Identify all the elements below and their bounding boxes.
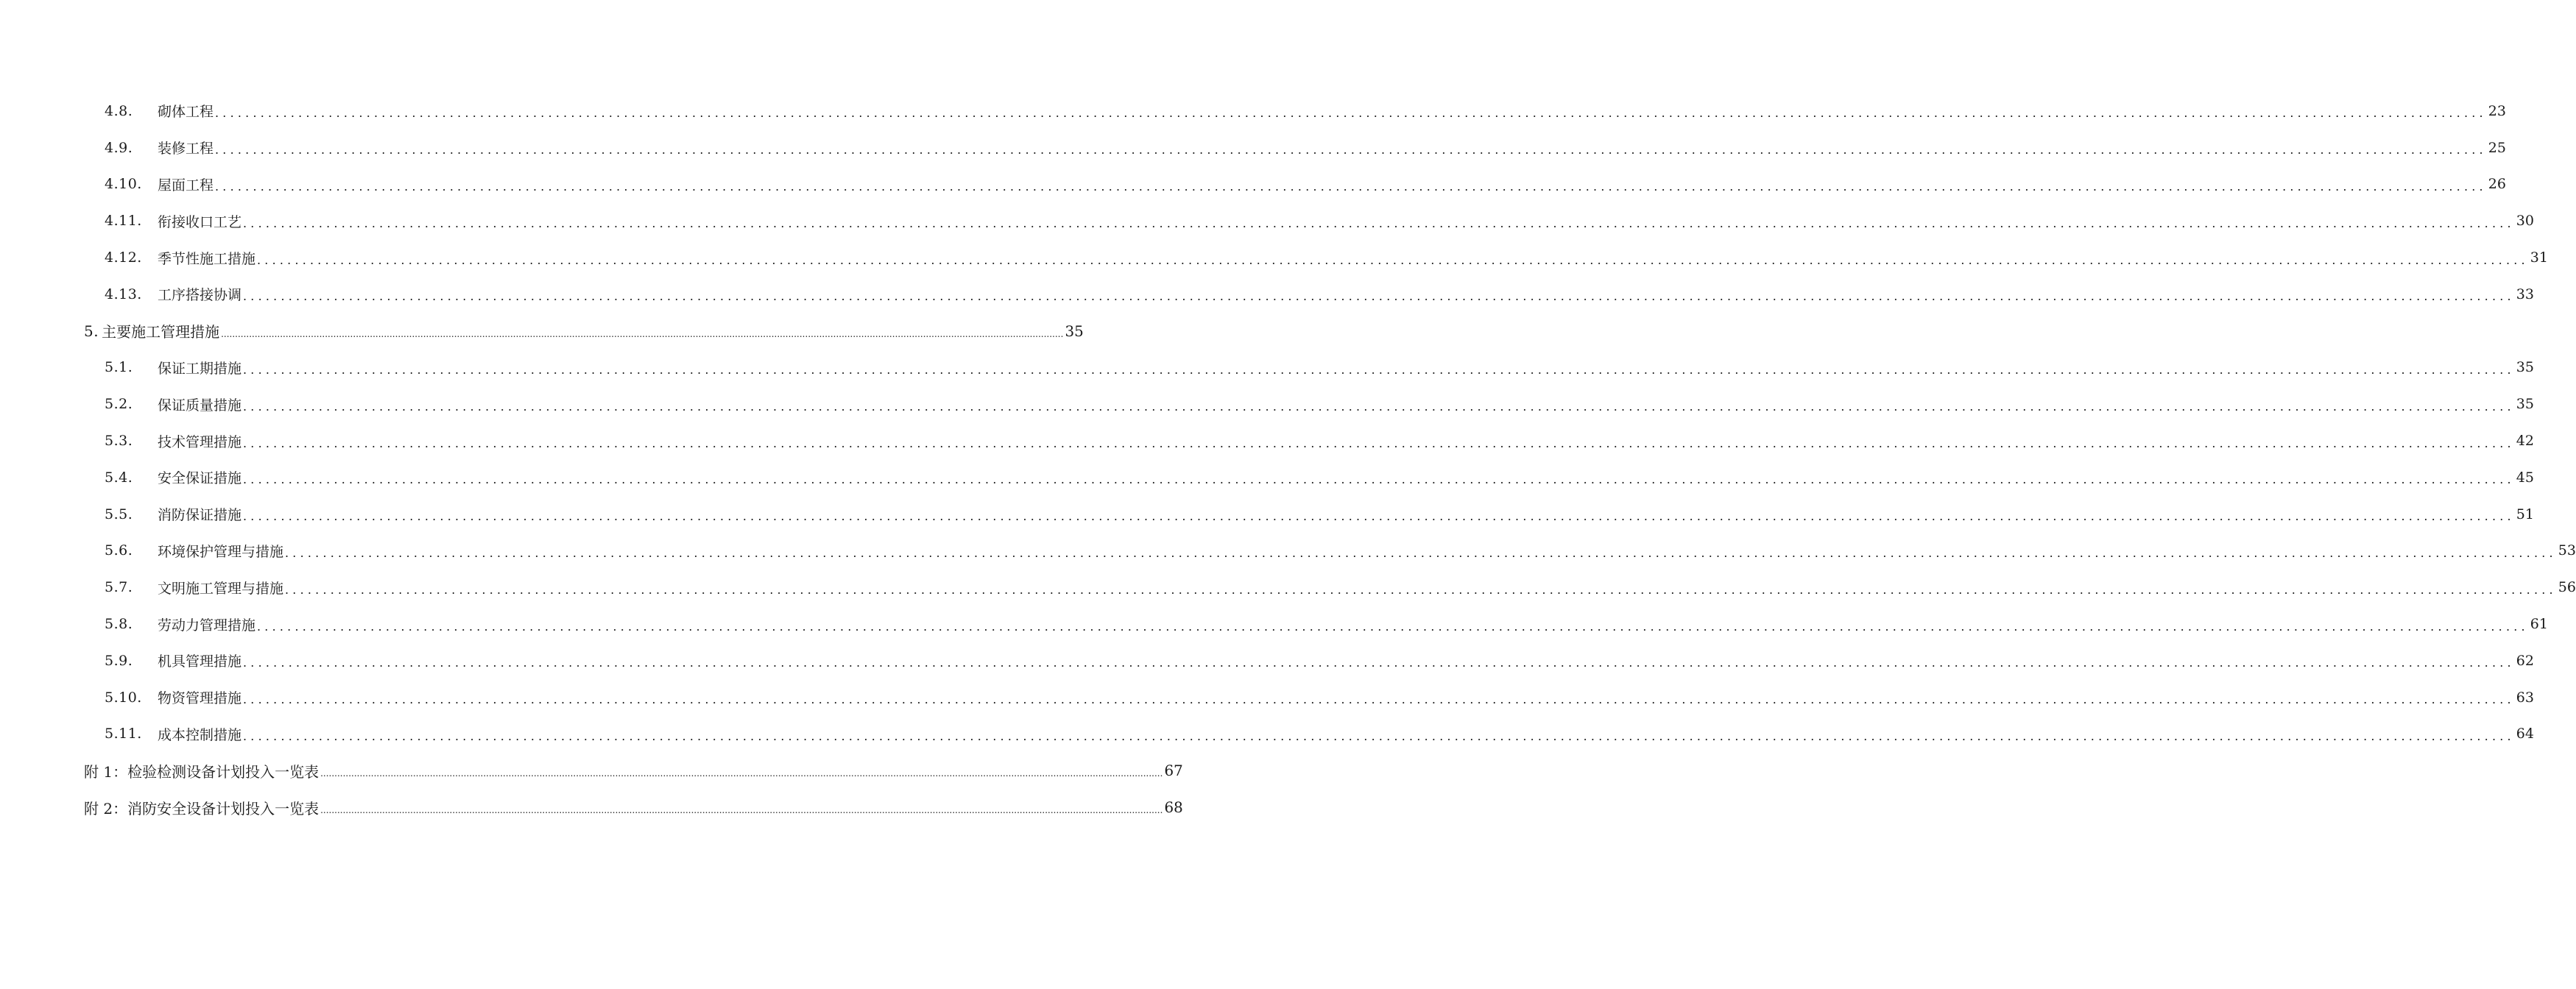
toc-dot-leader: ............................................................................................................................................................................................................................................................................................................ [243, 216, 2515, 230]
toc-entry-number: 5.1. [105, 359, 133, 376]
toc-entry-title: 衔接收口工艺 [158, 213, 242, 230]
toc-entry-title: 主要施工管理措施 [102, 323, 220, 341]
toc-entry-title: 机具管理措施 [158, 653, 242, 670]
toc-entry-title: 附 1：检验检测设备计划投入一览表 [84, 762, 320, 781]
toc-entry-page: 45 [2516, 469, 2534, 486]
toc-entry-number: 4.11. [105, 213, 142, 230]
toc-entry[interactable] [0, 350, 2534, 386]
toc-entry[interactable] [0, 606, 2548, 642]
toc-entry[interactable] [0, 276, 2534, 313]
toc-entry-page: 26 [2488, 176, 2506, 193]
toc-dot-leader: ............................................................................................................................................................................................................................................................................................................ [243, 692, 2515, 707]
toc-entry-number: 5.11. [105, 726, 142, 742]
toc-dot-leader: ............................................................................................................................................................................................................................................................................................................ [320, 805, 1163, 816]
toc-entry-number: 5.7. [105, 579, 133, 596]
toc-entry-title: 装修工程 [158, 141, 214, 157]
toc-dot-leader: ............................................................................................................................................................................................................................................................................................................ [243, 362, 2515, 377]
toc-entry-title: 消防保证措施 [158, 507, 242, 524]
toc-entry-number: 5.4. [105, 469, 133, 486]
toc-entry-title: 安全保证措施 [158, 470, 242, 487]
toc-entry[interactable] [0, 679, 2534, 716]
toc-entry-page: 31 [2530, 249, 2548, 266]
toc-entry-page: 33 [2516, 286, 2534, 302]
toc-entry-page: 42 [2516, 433, 2534, 450]
toc-entry-title: 季节性施工措施 [158, 250, 256, 267]
toc-dot-leader: ............................................................................................................................................................................................................................................................................................................ [215, 179, 2487, 194]
toc-entry-number: 5.10. [105, 689, 142, 706]
toc-entry-page: 25 [2488, 139, 2506, 156]
toc-dot-leader: ............................................................................................................................................................................................................................................................................................................ [320, 768, 1163, 779]
toc-entry-title: 成本控制措施 [158, 726, 242, 743]
toc-entry-appendix[interactable] [0, 752, 1183, 789]
toc-entry-page: 35 [2516, 359, 2534, 376]
toc-entry-page: 63 [2516, 689, 2534, 706]
toc-dot-leader: ............................................................................................................................................................................................................................................................................................................ [243, 729, 2515, 743]
toc-entry-number: 5.3. [105, 433, 133, 450]
toc-entry[interactable] [0, 716, 2534, 753]
toc-entry[interactable] [0, 130, 2506, 166]
toc-entry-number: 5. [84, 322, 99, 340]
toc-entry-chapter[interactable] [0, 313, 1084, 350]
toc-entry[interactable] [0, 166, 2506, 203]
toc-entry[interactable] [0, 422, 2534, 459]
toc-entry-number: 4.9. [105, 139, 133, 156]
toc-entry-page: 61 [2530, 616, 2548, 633]
toc-entry-number: 4.8. [105, 102, 133, 119]
toc-entry-number: 5.6. [105, 542, 133, 559]
toc-entry-title: 保证质量措施 [158, 397, 242, 414]
toc-entry-page: 51 [2516, 506, 2534, 522]
toc-entry-page: 67 [1164, 762, 1183, 780]
toc-entry[interactable] [0, 496, 2534, 533]
table-of-contents [0, 93, 2576, 826]
toc-entry-number: 4.13. [105, 286, 142, 302]
toc-entry[interactable] [0, 569, 2576, 606]
toc-dot-leader: ............................................................................................................................................................................................................................................................................................................ [243, 656, 2515, 670]
toc-entry[interactable] [0, 93, 2506, 130]
toc-entry-page: 35 [2516, 396, 2534, 413]
toc-entry-title: 物资管理措施 [158, 690, 242, 707]
toc-entry-title: 环境保护管理与措施 [158, 543, 284, 560]
toc-entry-number: 5.5. [105, 506, 133, 522]
toc-dot-leader: ............................................................................................................................................................................................................................................................................................................ [243, 509, 2515, 524]
toc-dot-leader: ............................................................................................................................................................................................................................................................................................................ [221, 328, 1064, 339]
toc-entry-page: 56 [2558, 579, 2576, 596]
toc-entry-number: 5.8. [105, 616, 133, 633]
toc-dot-leader: ............................................................................................................................................................................................................................................................................................................ [257, 252, 2529, 267]
toc-entry-title: 屋面工程 [158, 177, 214, 194]
toc-entry[interactable] [0, 533, 2576, 570]
toc-entry-page: 68 [1164, 798, 1183, 817]
toc-entry-title: 文明施工管理与措施 [158, 580, 284, 597]
toc-entry-page: 23 [2488, 102, 2506, 119]
toc-entry-page: 53 [2558, 542, 2576, 559]
toc-entry-number: 5.9. [105, 652, 133, 669]
toc-entry[interactable] [0, 459, 2534, 496]
toc-entry[interactable] [0, 642, 2534, 679]
toc-dot-leader: ............................................................................................................................................................................................................................................................................................................ [285, 582, 2557, 597]
toc-entry-page: 64 [2516, 726, 2534, 742]
toc-entry[interactable] [0, 386, 2534, 422]
toc-dot-leader: ............................................................................................................................................................................................................................................................................................................ [285, 545, 2557, 560]
toc-entry-title: 劳动力管理措施 [158, 617, 256, 634]
toc-entry[interactable] [0, 239, 2548, 276]
toc-dot-leader: ............................................................................................................................................................................................................................................................................................................ [215, 143, 2487, 157]
toc-entry[interactable] [0, 202, 2534, 239]
toc-entry-page: 35 [1065, 322, 1084, 340]
toc-entry-title: 附 2：消防安全设备计划投入一览表 [84, 799, 320, 818]
toc-entry-title: 保证工期措施 [158, 360, 242, 377]
toc-entry-title: 砌体工程 [158, 104, 214, 121]
toc-entry-page: 62 [2516, 652, 2534, 669]
toc-dot-leader: ............................................................................................................................................................................................................................................................................................................ [243, 289, 2515, 304]
toc-entry-page: 30 [2516, 213, 2534, 230]
toc-dot-leader: ............................................................................................................................................................................................................................................................................................................ [215, 106, 2487, 121]
toc-dot-leader: ............................................................................................................................................................................................................................................................................................................ [243, 399, 2515, 414]
toc-entry-title: 工序搭接协调 [158, 287, 242, 304]
toc-entry-title: 技术管理措施 [158, 433, 242, 450]
toc-dot-leader: ............................................................................................................................................................................................................................................................................................................ [257, 619, 2529, 634]
toc-dot-leader: ............................................................................................................................................................................................................................................................................................................ [243, 472, 2515, 487]
toc-entry-number: 5.2. [105, 396, 133, 413]
toc-entry-appendix[interactable] [0, 789, 1183, 826]
toc-entry-number: 4.10. [105, 176, 142, 193]
toc-dot-leader: ............................................................................................................................................................................................................................................................................................................ [243, 436, 2515, 450]
toc-entry-number: 4.12. [105, 249, 142, 266]
